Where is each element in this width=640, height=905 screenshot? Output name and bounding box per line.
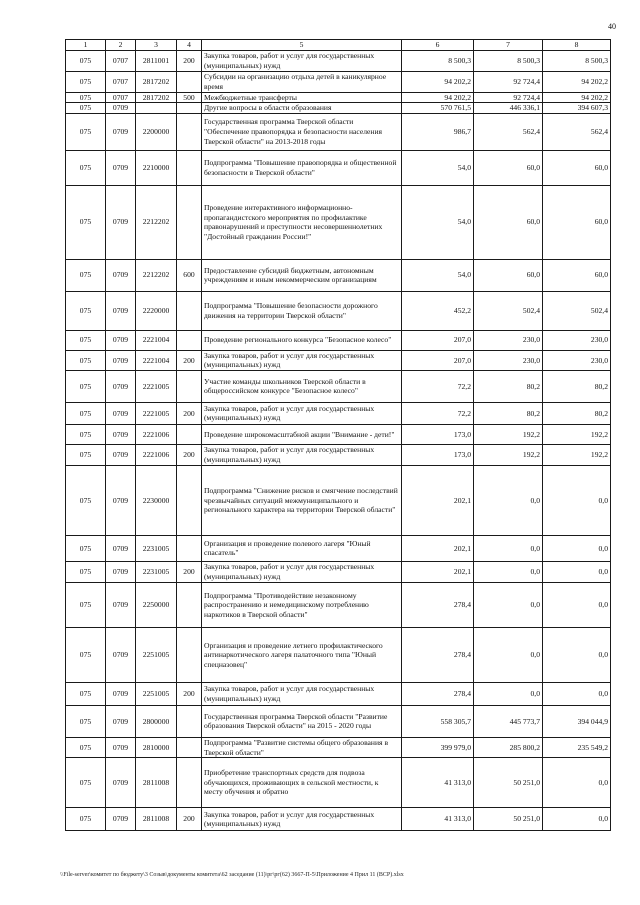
cell-description: Закупка товаров, работ и услуг для государственных (муниципальных) нужд — [202, 350, 402, 370]
cell-amount-year1: 54,0 — [402, 185, 474, 259]
cell-expense-type — [177, 582, 202, 627]
cell-amount-year3: 0,0 — [543, 627, 611, 682]
cell-department-code: 075 — [66, 350, 106, 370]
cell-department-code: 075 — [66, 444, 106, 465]
cell-amount-year3: 94 202,2 — [543, 71, 611, 92]
column-header: 8 — [543, 40, 611, 51]
cell-amount-year2: 80,2 — [474, 402, 543, 424]
cell-department-code: 075 — [66, 758, 106, 808]
cell-target-code: 2221006 — [136, 444, 177, 465]
cell-amount-year2: 502,4 — [474, 291, 543, 330]
cell-description: Организация и проведение летнего профилактического антинаркотического лагеря палаточного типа "Юный спецназовец" — [202, 627, 402, 682]
cell-target-code: 2811001 — [136, 50, 177, 71]
cell-section-code: 0709 — [106, 150, 136, 185]
cell-amount-year2: 50 251,0 — [474, 758, 543, 808]
cell-target-code: 2817202 — [136, 92, 177, 103]
column-header: 2 — [106, 40, 136, 51]
table-row — [66, 737, 611, 757]
cell-amount-year1: 54,0 — [402, 150, 474, 185]
cell-target-code: 2810000 — [136, 737, 177, 757]
cell-section-code: 0709 — [106, 103, 136, 114]
cell-department-code: 075 — [66, 535, 106, 561]
cell-amount-year1: 278,4 — [402, 582, 474, 627]
cell-section-code: 0709 — [106, 535, 136, 561]
cell-expense-type: 200 — [177, 808, 202, 831]
cell-description: Подпрограмма "Повышение правопорядка и общественной безопасности в Тверской области" — [202, 150, 402, 185]
cell-amount-year1: 207,0 — [402, 330, 474, 350]
cell-department-code: 075 — [66, 705, 106, 737]
cell-department-code: 075 — [66, 402, 106, 424]
cell-section-code: 0709 — [106, 682, 136, 705]
cell-department-code: 075 — [66, 424, 106, 444]
cell-description: Закупка товаров, работ и услуг для государственных (муниципальных) нужд — [202, 402, 402, 424]
cell-amount-year1: 202,1 — [402, 465, 474, 535]
table-row — [66, 444, 611, 465]
cell-amount-year3: 192,2 — [543, 444, 611, 465]
cell-description: Подпрограмма "Снижение рисков и смягчение последствий чрезвычайных ситуаций межмуниципального и регионального характера на территории Тверской области" — [202, 465, 402, 535]
cell-amount-year1: 8 500,3 — [402, 50, 474, 71]
cell-amount-year2: 60,0 — [474, 259, 543, 291]
cell-department-code: 075 — [66, 71, 106, 92]
column-header: 1 — [66, 40, 106, 51]
cell-target-code: 2251005 — [136, 627, 177, 682]
table-row — [66, 185, 611, 259]
cell-amount-year1: 173,0 — [402, 444, 474, 465]
cell-target-code: 2221004 — [136, 330, 177, 350]
cell-amount-year1: 173,0 — [402, 424, 474, 444]
cell-amount-year3: 0,0 — [543, 758, 611, 808]
cell-target-code: 2221005 — [136, 370, 177, 402]
cell-target-code: 2221005 — [136, 402, 177, 424]
cell-description: Проведение широкомасштабной акции "Внимание - дети!" — [202, 424, 402, 444]
cell-expense-type — [177, 758, 202, 808]
column-header: 6 — [402, 40, 474, 51]
cell-amount-year3: 80,2 — [543, 370, 611, 402]
cell-expense-type — [177, 71, 202, 92]
table-row — [66, 705, 611, 737]
cell-amount-year1: 570 761,5 — [402, 103, 474, 114]
cell-description: Подпрограмма "Развитие системы общего образования в Тверской области" — [202, 737, 402, 757]
cell-amount-year3: 94 202,2 — [543, 92, 611, 103]
cell-section-code: 0709 — [106, 330, 136, 350]
cell-amount-year2: 192,2 — [474, 424, 543, 444]
cell-amount-year2: 0,0 — [474, 561, 543, 582]
cell-amount-year2: 92 724,4 — [474, 71, 543, 92]
cell-amount-year2: 80,2 — [474, 370, 543, 402]
table-row — [66, 465, 611, 535]
cell-department-code: 075 — [66, 737, 106, 757]
cell-target-code: 2220000 — [136, 291, 177, 330]
cell-description: Закупка товаров, работ и услуг для государственных (муниципальных) нужд — [202, 682, 402, 705]
cell-amount-year1: 72,2 — [402, 402, 474, 424]
cell-expense-type: 600 — [177, 259, 202, 291]
cell-department-code: 075 — [66, 370, 106, 402]
cell-expense-type — [177, 424, 202, 444]
cell-amount-year3: 192,2 — [543, 424, 611, 444]
cell-amount-year2: 562,4 — [474, 113, 543, 150]
cell-amount-year1: 986,7 — [402, 113, 474, 150]
cell-target-code: 2212202 — [136, 259, 177, 291]
cell-amount-year3: 562,4 — [543, 113, 611, 150]
table-row — [66, 582, 611, 627]
cell-amount-year2: 230,0 — [474, 330, 543, 350]
cell-section-code: 0709 — [106, 444, 136, 465]
cell-section-code: 0709 — [106, 113, 136, 150]
cell-expense-type — [177, 627, 202, 682]
cell-target-code: 2221006 — [136, 424, 177, 444]
cell-department-code: 075 — [66, 103, 106, 114]
cell-section-code: 0709 — [106, 808, 136, 831]
cell-amount-year3: 502,4 — [543, 291, 611, 330]
cell-amount-year2: 60,0 — [474, 185, 543, 259]
cell-amount-year3: 8 500,3 — [543, 50, 611, 71]
table-row — [66, 561, 611, 582]
cell-amount-year3: 0,0 — [543, 465, 611, 535]
cell-amount-year2: 0,0 — [474, 582, 543, 627]
table-row — [66, 808, 611, 831]
cell-amount-year3: 60,0 — [543, 259, 611, 291]
cell-target-code: 2221004 — [136, 350, 177, 370]
table-row — [66, 627, 611, 682]
cell-amount-year2: 230,0 — [474, 350, 543, 370]
cell-section-code: 0709 — [106, 185, 136, 259]
cell-department-code: 075 — [66, 185, 106, 259]
page-number: 40 — [608, 22, 616, 31]
cell-amount-year2: 0,0 — [474, 627, 543, 682]
cell-department-code: 075 — [66, 465, 106, 535]
cell-target-code: 2212202 — [136, 185, 177, 259]
table-row — [66, 103, 611, 114]
cell-expense-type: 200 — [177, 50, 202, 71]
cell-amount-year3: 80,2 — [543, 402, 611, 424]
table-row — [66, 150, 611, 185]
cell-target-code: 2210000 — [136, 150, 177, 185]
cell-section-code: 0707 — [106, 50, 136, 71]
cell-amount-year3: 394 607,3 — [543, 103, 611, 114]
cell-department-code: 075 — [66, 291, 106, 330]
cell-amount-year3: 0,0 — [543, 582, 611, 627]
cell-description: Участие команды школьников Тверской области в общероссийском конкурсе "Безопасное колесо" — [202, 370, 402, 402]
cell-expense-type — [177, 535, 202, 561]
cell-department-code: 075 — [66, 682, 106, 705]
cell-target-code: 2231005 — [136, 535, 177, 561]
table-row — [66, 424, 611, 444]
cell-amount-year3: 230,0 — [543, 330, 611, 350]
cell-description: Проведение интерактивного информационно-пропагандистского мероприятия по профилактике правонарушений и преступности несовершеннолетних "Достойный гражданин России!" — [202, 185, 402, 259]
cell-section-code: 0709 — [106, 350, 136, 370]
cell-amount-year1: 41 313,0 — [402, 808, 474, 831]
cell-amount-year2: 445 773,7 — [474, 705, 543, 737]
cell-amount-year2: 446 336,1 — [474, 103, 543, 114]
cell-amount-year2: 0,0 — [474, 682, 543, 705]
cell-amount-year1: 202,1 — [402, 561, 474, 582]
cell-section-code: 0709 — [106, 758, 136, 808]
cell-expense-type — [177, 113, 202, 150]
column-header: 3 — [136, 40, 177, 51]
cell-amount-year1: 94 202,2 — [402, 71, 474, 92]
cell-department-code: 075 — [66, 561, 106, 582]
cell-expense-type — [177, 103, 202, 114]
cell-section-code: 0709 — [106, 561, 136, 582]
cell-amount-year1: 54,0 — [402, 259, 474, 291]
cell-section-code: 0709 — [106, 582, 136, 627]
cell-description: Закупка товаров, работ и услуг для государственных (муниципальных) нужд — [202, 808, 402, 831]
file-path-footer: \\File-server\комитет по бюджету\3 Созыв\документы комитета\62 заседание (11)\рг\рг(62) 3667-П-5\Приложение 4 Прил 11 (ВСР).xlsx — [60, 872, 404, 878]
table-row — [66, 330, 611, 350]
cell-target-code: 2800000 — [136, 705, 177, 737]
cell-target-code — [136, 103, 177, 114]
cell-section-code: 0709 — [106, 737, 136, 757]
cell-target-code: 2811008 — [136, 758, 177, 808]
table-row — [66, 758, 611, 808]
cell-expense-type: 200 — [177, 402, 202, 424]
cell-amount-year2: 192,2 — [474, 444, 543, 465]
cell-amount-year3: 235 549,2 — [543, 737, 611, 757]
table-row — [66, 370, 611, 402]
cell-description: Другие вопросы в области образования — [202, 103, 402, 114]
cell-description: Приобретение транспортных средств для подвоза обучающихся, проживающих в сельской местности, к месту обучения и обратно — [202, 758, 402, 808]
cell-amount-year3: 0,0 — [543, 535, 611, 561]
cell-expense-type — [177, 291, 202, 330]
cell-section-code: 0709 — [106, 465, 136, 535]
cell-department-code: 075 — [66, 259, 106, 291]
cell-description: Закупка товаров, работ и услуг для государственных (муниципальных) нужд — [202, 444, 402, 465]
cell-amount-year2: 50 251,0 — [474, 808, 543, 831]
cell-amount-year1: 72,2 — [402, 370, 474, 402]
cell-target-code: 2817202 — [136, 71, 177, 92]
cell-section-code: 0709 — [106, 627, 136, 682]
cell-amount-year3: 0,0 — [543, 808, 611, 831]
cell-department-code: 075 — [66, 808, 106, 831]
cell-description: Проведение регионального конкурса "Безопасное колесо" — [202, 330, 402, 350]
table-row — [66, 402, 611, 424]
cell-description: Подпрограмма "Противодействие незаконному распространению и немедицинскому потреблению наркотиков в Тверской области" — [202, 582, 402, 627]
cell-section-code: 0709 — [106, 291, 136, 330]
cell-section-code: 0709 — [106, 402, 136, 424]
table-row — [66, 71, 611, 92]
cell-description: Субсидии на организацию отдыха детей в каникулярное время — [202, 71, 402, 92]
cell-amount-year3: 0,0 — [543, 682, 611, 705]
table-row — [66, 259, 611, 291]
cell-amount-year1: 558 305,7 — [402, 705, 474, 737]
cell-target-code: 2231005 — [136, 561, 177, 582]
cell-expense-type: 200 — [177, 350, 202, 370]
cell-amount-year1: 207,0 — [402, 350, 474, 370]
cell-amount-year1: 94 202,2 — [402, 92, 474, 103]
cell-description: Организация и проведение полевого лагеря "Юный спасатель" — [202, 535, 402, 561]
cell-description: Межбюджетные трансферты — [202, 92, 402, 103]
cell-expense-type — [177, 185, 202, 259]
cell-amount-year1: 278,4 — [402, 627, 474, 682]
cell-amount-year3: 0,0 — [543, 561, 611, 582]
cell-section-code: 0709 — [106, 370, 136, 402]
cell-target-code: 2251005 — [136, 682, 177, 705]
cell-amount-year2: 0,0 — [474, 535, 543, 561]
table-row — [66, 113, 611, 150]
cell-section-code: 0707 — [106, 71, 136, 92]
cell-description: Государственная программа Тверской области "Развитие образования Тверской области" на 2015 - 2020 годы — [202, 705, 402, 737]
cell-expense-type: 200 — [177, 561, 202, 582]
cell-amount-year2: 0,0 — [474, 465, 543, 535]
cell-department-code: 075 — [66, 582, 106, 627]
cell-amount-year3: 60,0 — [543, 185, 611, 259]
cell-amount-year2: 8 500,3 — [474, 50, 543, 71]
table-row — [66, 92, 611, 103]
cell-amount-year1: 452,2 — [402, 291, 474, 330]
cell-expense-type: 200 — [177, 682, 202, 705]
cell-expense-type: 500 — [177, 92, 202, 103]
cell-description: Закупка товаров, работ и услуг для государственных (муниципальных) нужд — [202, 561, 402, 582]
table-row — [66, 291, 611, 330]
cell-expense-type — [177, 737, 202, 757]
cell-department-code: 075 — [66, 627, 106, 682]
cell-amount-year1: 399 979,0 — [402, 737, 474, 757]
budget-table — [65, 39, 611, 831]
cell-expense-type: 200 — [177, 444, 202, 465]
cell-amount-year1: 278,4 — [402, 682, 474, 705]
cell-department-code: 075 — [66, 113, 106, 150]
column-header: 7 — [474, 40, 543, 51]
cell-description: Государственная программа Тверской области "Обеспечение правопорядка и безопасности населения Тверской области" на 2013-2018 годы — [202, 113, 402, 150]
column-header: 5 — [202, 40, 402, 51]
cell-department-code: 075 — [66, 330, 106, 350]
cell-section-code: 0707 — [106, 92, 136, 103]
cell-description: Закупка товаров, работ и услуг для государственных (муниципальных) нужд — [202, 50, 402, 71]
cell-description: Подпрограмма "Повышение безопасности дорожного движения на территории Тверской области" — [202, 291, 402, 330]
cell-amount-year3: 394 044,9 — [543, 705, 611, 737]
cell-expense-type — [177, 465, 202, 535]
table-row — [66, 350, 611, 370]
cell-department-code: 075 — [66, 92, 106, 103]
cell-expense-type — [177, 370, 202, 402]
table-row — [66, 682, 611, 705]
table-row — [66, 535, 611, 561]
header-row — [66, 40, 611, 51]
cell-target-code: 2230000 — [136, 465, 177, 535]
cell-amount-year2: 92 724,4 — [474, 92, 543, 103]
cell-amount-year3: 230,0 — [543, 350, 611, 370]
cell-target-code: 2250000 — [136, 582, 177, 627]
cell-department-code: 075 — [66, 150, 106, 185]
cell-amount-year2: 60,0 — [474, 150, 543, 185]
cell-amount-year3: 60,0 — [543, 150, 611, 185]
cell-section-code: 0709 — [106, 705, 136, 737]
table-row — [66, 50, 611, 71]
cell-expense-type — [177, 150, 202, 185]
cell-expense-type — [177, 705, 202, 737]
cell-description: Предоставление субсидий бюджетным, автономным учреждениям и иным некоммерческим организациям — [202, 259, 402, 291]
cell-target-code: 2811008 — [136, 808, 177, 831]
cell-section-code: 0709 — [106, 259, 136, 291]
column-header: 4 — [177, 40, 202, 51]
cell-amount-year1: 202,1 — [402, 535, 474, 561]
cell-amount-year2: 285 800,2 — [474, 737, 543, 757]
cell-department-code: 075 — [66, 50, 106, 71]
cell-expense-type — [177, 330, 202, 350]
cell-section-code: 0709 — [106, 424, 136, 444]
cell-target-code: 2200000 — [136, 113, 177, 150]
cell-amount-year1: 41 313,0 — [402, 758, 474, 808]
